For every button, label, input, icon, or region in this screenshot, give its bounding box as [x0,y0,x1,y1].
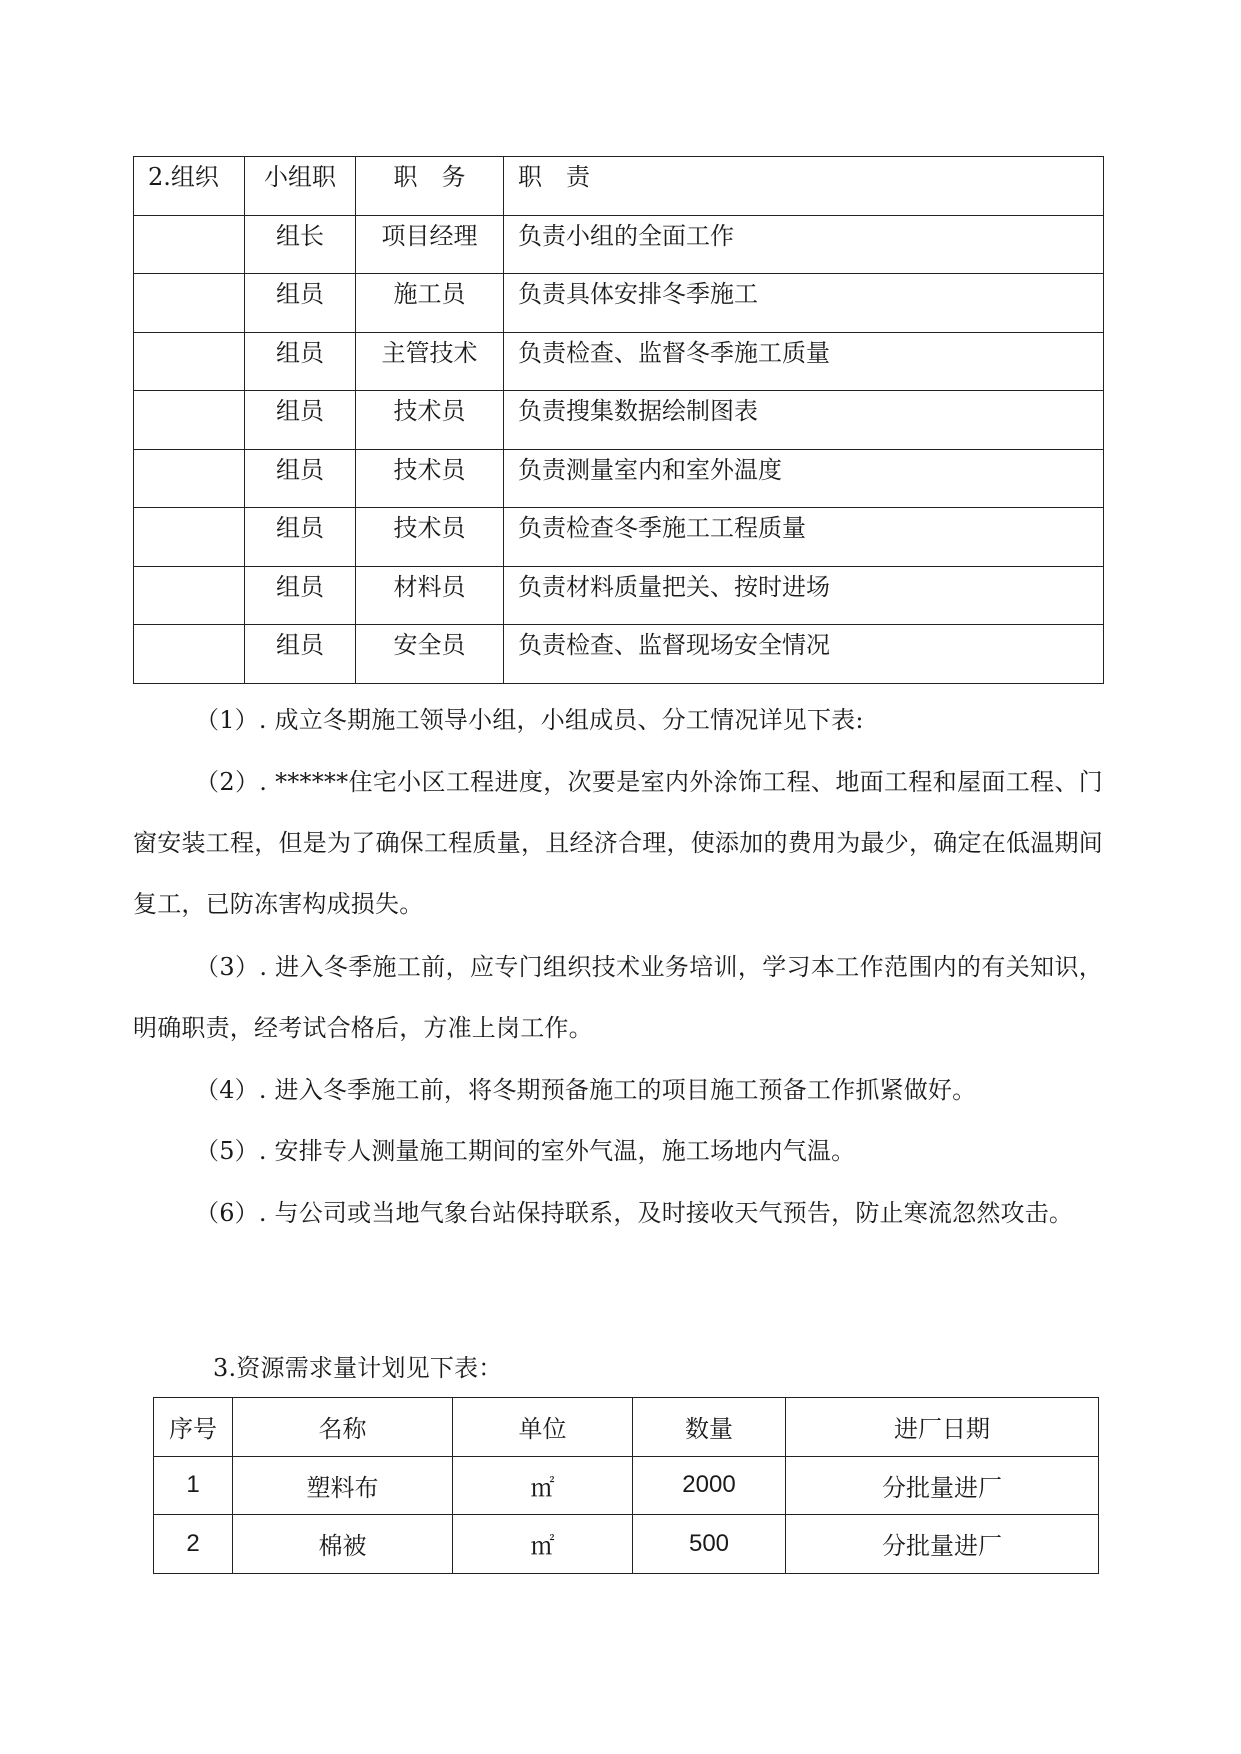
org-duty-cell [504,625,1104,684]
org-group-role-cell [245,625,356,684]
org-group-role: 组员 [276,338,324,367]
org-empty-cell [134,391,245,450]
org-duty: 负责材料质量把关、按时进场 [518,572,830,601]
res-arrival: 分批量进厂 [786,1456,1099,1515]
org-header-duty-cell [504,157,1104,216]
table-row [134,215,1104,274]
res-name: 塑料布 [233,1456,453,1515]
paragraph-6: （6）. 与公司或当地气象台站保持联系，及时接收天气预告，防止寒流忽然攻击。 [195,1199,1074,1227]
paragraph-2: （2）. ******住宅小区工程进度，次要是室内外涂饰工程、地面工程和屋面工程、门窗安装工程，但是为了确保工程质量，且经济合理，使添加的费用为最少，确定在低温期间复工，已防冻害构成损失。 [133,768,1103,918]
resource-table [153,1397,1099,1574]
org-header-position-cell [356,157,504,216]
org-duty: 负责具体安排冬季施工 [518,280,758,308]
table-row [134,449,1104,508]
org-header-group-role: 小组职 [264,163,336,191]
paragraph-5: （5）. 安排专人测量施工期间的室外气温，施工场地内气温。 [195,1137,856,1165]
org-position: 项目经理 [381,221,478,250]
org-empty-cell [134,508,245,567]
table-row [134,508,1104,567]
org-empty-cell [134,215,245,274]
org-group-role-cell [245,391,356,450]
org-duty-cell [504,274,1104,333]
org-section-label-cell [134,157,245,216]
org-position: 技术员 [393,397,466,425]
org-position-cell [356,566,504,625]
table-row [134,332,1104,391]
org-position: 技术员 [393,514,466,542]
org-empty-cell [134,566,245,625]
org-position-cell [356,274,504,333]
org-group-role: 组长 [276,221,324,250]
org-position-cell [356,332,504,391]
org-duty: 负责检查冬季施工工程质量 [518,514,806,542]
org-duty-cell [504,449,1104,508]
org-position: 施工员 [393,280,466,308]
res-header-quantity: 数量 [633,1398,786,1457]
org-duty-cell [504,215,1104,274]
org-table-header-row [134,157,1104,216]
org-group-role-cell [245,449,356,508]
res-header-unit: 单位 [453,1398,633,1457]
org-group-role-cell [245,508,356,567]
org-empty-cell [134,274,245,333]
org-empty-cell [134,625,245,684]
org-duty-cell [504,391,1104,450]
org-group-role-cell [245,215,356,274]
org-header-group-role-cell [245,157,356,216]
resource-heading: 3.资源需求量计划见下表： [213,1354,503,1382]
res-index: 1 [154,1456,233,1515]
table-row [134,391,1104,450]
org-group-role: 组员 [276,631,324,659]
org-group-role-cell [245,274,356,333]
org-position: 主管技术 [381,338,478,367]
org-group-role: 组员 [276,280,324,308]
org-position-cell [356,625,504,684]
res-quantity: 500 [633,1515,786,1574]
org-duty: 负责检查、监督冬季施工质量 [518,338,830,367]
res-header-index: 序号 [154,1398,233,1457]
resource-table-header-row [154,1398,1099,1457]
res-arrival: 分批量进厂 [786,1515,1099,1574]
org-position-cell [356,391,504,450]
org-duty: 负责检查、监督现场安全情况 [518,631,830,659]
org-empty-cell [134,332,245,391]
res-unit: ㎡ [453,1515,633,1574]
org-duty: 负责测量室内和室外温度 [518,455,782,484]
table-row [134,625,1104,684]
org-group-role-cell [245,566,356,625]
table-row [134,274,1104,333]
res-header-arrival: 进厂日期 [786,1398,1099,1457]
org-duty-cell [504,508,1104,567]
org-duty: 负责搜集数据绘制图表 [518,397,758,425]
org-group-role: 组员 [276,455,324,484]
res-unit: ㎡ [453,1456,633,1515]
org-section-label: 2.组织 [148,163,219,191]
org-group-role: 组员 [276,572,324,601]
org-group-role-cell [245,332,356,391]
table-row [154,1515,1099,1574]
org-position-cell [356,449,504,508]
res-header-name: 名称 [233,1398,453,1457]
organization-table [133,156,1104,684]
paragraph-4: （4）. 进入冬季施工前，将冬期预备施工的项目施工预备工作抓紧做好。 [195,1076,977,1104]
org-header-duty: 职 责 [518,163,590,191]
org-position: 安全员 [393,631,466,659]
org-position: 材料员 [393,572,466,601]
org-header-position: 职 务 [393,163,466,191]
paragraph-1: （1）. 成立冬期施工领导小组，小组成员、分工情况详见下表: [195,706,864,734]
org-duty-cell [504,332,1104,391]
org-position-cell [356,215,504,274]
org-group-role: 组员 [276,514,324,542]
res-name: 棉被 [233,1515,453,1574]
org-empty-cell [134,449,245,508]
paragraph-3: （3）. 进入冬季施工前，应专门组织技术业务培训，学习本工作范围内的有关知识，明确职责，经考试合格后，方准上岗工作。 [133,953,1103,1042]
org-group-role: 组员 [276,397,324,425]
table-row [134,566,1104,625]
res-quantity: 2000 [633,1456,786,1515]
table-row [154,1456,1099,1515]
org-position: 技术员 [393,455,466,484]
org-position-cell [356,508,504,567]
org-duty-cell [504,566,1104,625]
org-duty: 负责小组的全面工作 [518,221,734,250]
res-index: 2 [154,1515,233,1574]
